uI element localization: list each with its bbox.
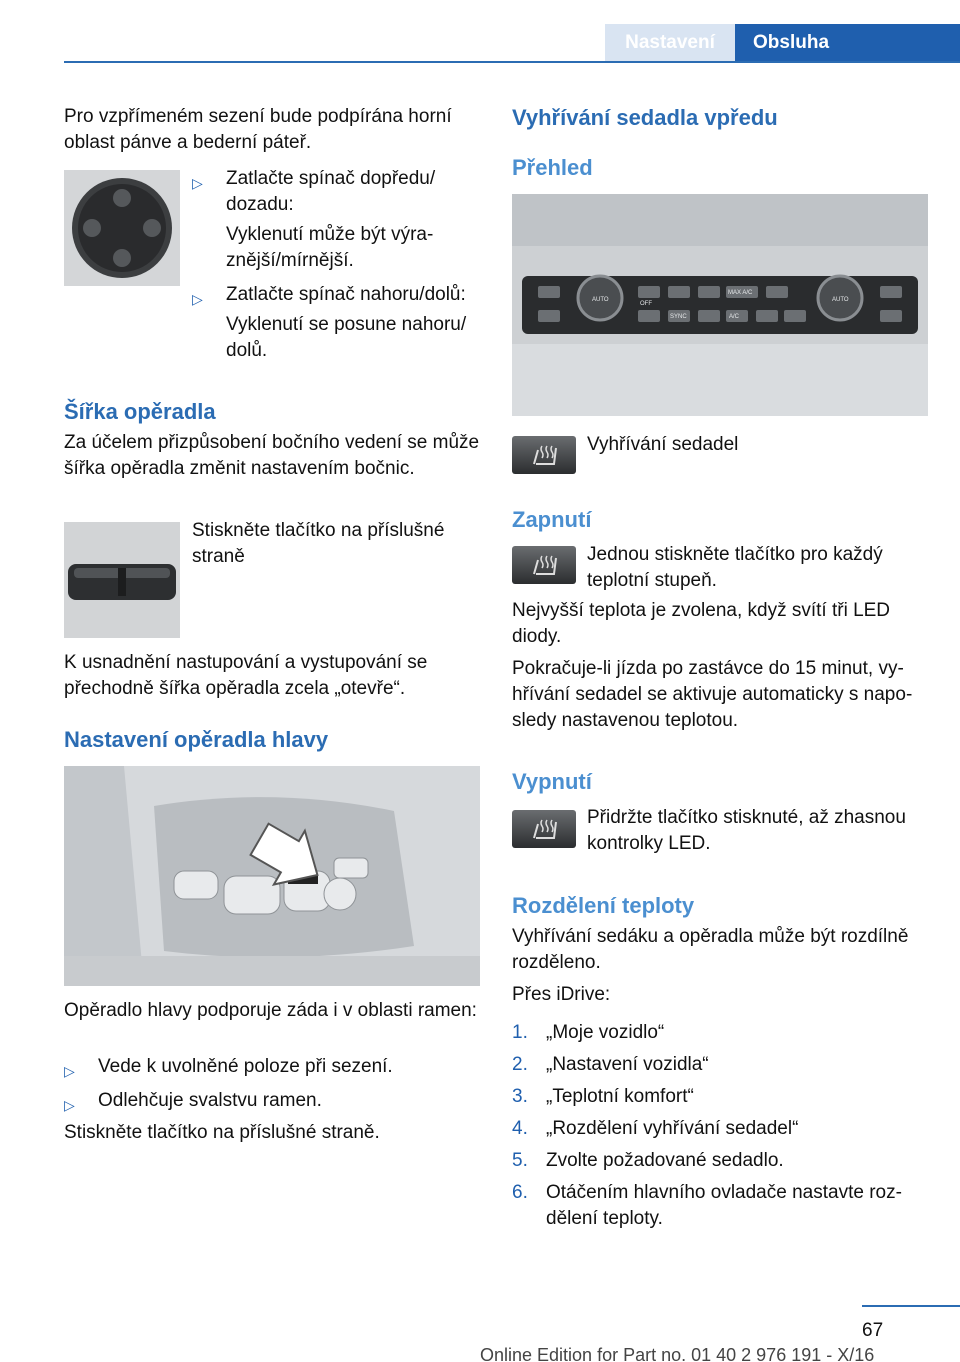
step-text: „Teplotní komfort“ [546,1086,694,1107]
panel-label-off: OFF [640,301,652,307]
seat-heating-heading: Vyhřívání sedadla vpředu [512,105,778,130]
switch-on-heading: Zapnutí [512,507,592,532]
step-number: 4. [512,1118,528,1139]
seat-controls-image [64,766,480,986]
backrest-width-text: Za účelem přizpůsobení bočního vedení se může šířka opěradla změnit nastavením bočnic. [64,432,480,479]
lumbar-bullet-1: Zatlačte spínač dopředu/ dozadu: [226,168,436,215]
step-text: „Nastavení vozidla“ [546,1054,709,1075]
seat-heat-button-icon [512,546,576,584]
step-text: Zvolte požadované sedadlo. [546,1150,784,1171]
panel-label-auto-left: AUTO [592,297,609,303]
distribution-heading: Rozdělení teploty [512,893,695,918]
headrest-press: Stiskněte tlačítko na příslušné straně. [64,1122,380,1143]
switch-off-text: Přidržte tlačítko stisknuté, až zhasnou kontrolky LED. [587,807,906,854]
panel-label-sync: SYNC [670,314,687,320]
bullet-marker: ▷ [192,291,203,307]
step-number: 2. [512,1054,528,1075]
step-number: 6. [512,1182,528,1203]
switch-on-text: Jednou stiskněte tlačítko pro každý teplotní stupeň. [587,544,883,591]
headrest-bullet-2: Odlehčuje svalstvu ramen. [98,1090,322,1111]
panel-label-ac: A/C [729,314,740,320]
step-number: 3. [512,1086,528,1107]
footer-edition: Online Edition for Part no. 01 40 2 976 191 - X/16 [480,1345,875,1362]
page-number: 67 [862,1320,884,1341]
headrest-bullet-1: Vede k uvolněné poloze při sezení. [98,1056,393,1077]
step-number: 1. [512,1022,528,1043]
bullet-marker: ▷ [192,175,203,191]
lumbar-bullet-2-sub: Vyklenutí se posune nahoru/ dolů. [226,314,467,361]
bullet-marker: ▷ [64,1063,75,1079]
seat-heat-button-icon [512,436,576,474]
overview-heading: Přehled [512,155,593,180]
step-text: „Rozdělení vyhřívání sedadel“ [546,1118,799,1139]
seat-heat-label: Vyhřívání sedadel [587,434,739,455]
step-text: Otáčením hlavního ovladače nastavte rozdělení teploty. [546,1182,902,1229]
headrest-text: Opěradlo hlavy podporuje záda i v oblasti ramen: [64,1000,477,1021]
lumbar-intro: Pro vzpřímeném sezení bude podpírána horní oblast pánve a bederní páteř. [64,106,452,153]
bullet-marker: ▷ [64,1097,75,1113]
panel-label-auto-right: AUTO [832,297,849,303]
distribution-text: Vyhřívání sedáku a opěradla může být rozdílně rozděleno. [512,926,909,973]
step-number: 5. [512,1150,528,1171]
via-idrive: Přes iDrive: [512,984,611,1005]
header-tab-obsluha[interactable]: Obsluha [735,24,960,62]
switch-on-p2: Pokračuje-li jízda po zastávce do 15 minut, vyhřívání sedadel se aktivuje automaticky s naposledy nastavenou teplotou. [512,658,913,731]
backrest-width-heading: Šířka opěradla [64,399,216,424]
footer-rule [862,1305,960,1307]
switch-off-heading: Vypnutí [512,769,592,794]
header-rule [64,61,960,63]
switch-on-p1: Nejvyšší teplota je zvolena, když svítí tři LED diody. [512,600,891,647]
climate-panel-image [512,194,928,416]
lumbar-bullet-1-sub: Vyklenutí může být výraznější/mírnější. [226,224,434,271]
seat-heat-button-icon [512,810,576,848]
lumbar-switch-image [64,170,180,286]
lumbar-bullet-2: Zatlačte spínač nahoru/dolů: [226,284,466,305]
header-tab-nastaveni[interactable]: Nastavení [605,24,735,62]
step-text: „Moje vozidlo“ [546,1022,665,1043]
backrest-width-button-image [64,522,180,638]
panel-label-max-ac: MAX A/C [728,290,753,296]
backrest-width-press: Stiskněte tlačítko na příslušné straně [192,520,445,567]
headrest-heading: Nastavení opěradla hlavy [64,727,329,752]
backrest-width-note: K usnadnění nastupování a vystupování se přechodně šířka opěradla zcela „otevře“. [64,652,428,699]
